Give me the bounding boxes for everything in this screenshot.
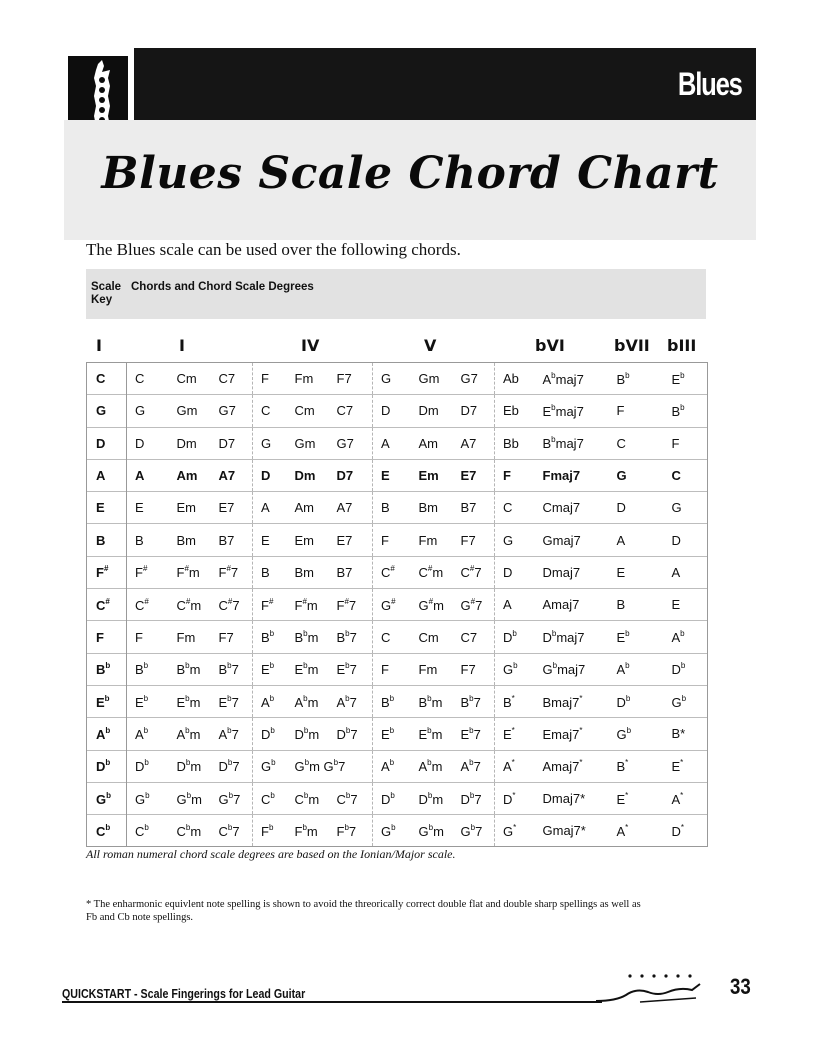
table-row [87, 621, 708, 653]
chord-cell: Bm [287, 556, 329, 588]
scale-key-cell: D [87, 427, 127, 459]
chord-cell: D [609, 492, 664, 524]
table-row [87, 815, 708, 847]
chord-cell: $B^b$ [664, 395, 708, 427]
chord-cell: E* [664, 750, 708, 782]
chord-cell: Ab [495, 363, 535, 395]
chord-cell: $B^b$ [127, 653, 169, 685]
chord-cell: $A^b7$ [211, 718, 253, 750]
scale-key-cell: A [87, 459, 127, 491]
chord-cell: B* [495, 685, 535, 717]
chord-cell: E7 [211, 492, 253, 524]
table-row [87, 492, 708, 524]
chord-cell: C# [127, 589, 169, 621]
chord-cell: $G^b$ [664, 685, 708, 717]
chord-cell: Eb [495, 395, 535, 427]
chord-cell: G7 [453, 363, 495, 395]
chord-cell: $G^b$ [495, 653, 535, 685]
chord-cell: $D^bmaj7$ [535, 621, 609, 653]
chord-cell: $G^b7$ [211, 782, 253, 814]
chord-cell: F [664, 427, 708, 459]
chord-cell: $G^b$ [609, 718, 664, 750]
chord-cell: A [373, 427, 411, 459]
chord-cell: E7 [453, 459, 495, 491]
chord-cell: $G^bm$ $G^b7$ [287, 750, 329, 782]
degree-I: I [179, 336, 185, 355]
chord-cell: E [373, 459, 411, 491]
chord-cell: C#7 [453, 556, 495, 588]
chord-cell: $E^bm$ [169, 685, 211, 717]
chord-cell: $E^b$ [664, 363, 708, 395]
chord-cell: $D^bm$ [169, 750, 211, 782]
chord-cell: C [609, 427, 664, 459]
guitar-neck-footer-icon [596, 968, 706, 1013]
chord-cell: $B^b$ [609, 363, 664, 395]
chord-cell: Fm [169, 621, 211, 653]
scale-key-cell: F [87, 621, 127, 653]
book-title: QUICKSTART - Scale Fingerings for Lead Guitar [62, 986, 306, 1001]
chord-cell: $D^bm$ [411, 782, 453, 814]
chord-cell: B [373, 492, 411, 524]
chord-cell: $C^b7$ [211, 815, 253, 847]
chord-cell: Cm [411, 621, 453, 653]
chord-cell: $D^b$ [495, 621, 535, 653]
chord-cell: $B^b7$ [211, 653, 253, 685]
chord-cell: E7 [329, 524, 373, 556]
scale-key-cell: C# [87, 589, 127, 621]
chord-cell: $B^b$ [373, 685, 411, 717]
chord-cell: F7 [329, 363, 373, 395]
chord-cell: E [609, 556, 664, 588]
chord-cell: $E^bm$ [287, 653, 329, 685]
chord-cell: Gmaj7* [535, 815, 609, 847]
scale-key-cell: $E^b$ [87, 685, 127, 717]
chord-cell: $G^bm$ [411, 815, 453, 847]
chord-cell: Bm [169, 524, 211, 556]
chord-cell: A7 [329, 492, 373, 524]
chord-cell: A7 [453, 427, 495, 459]
chord-cell: $G^b7$ [453, 815, 495, 847]
scale-key-cell: $D^b$ [87, 750, 127, 782]
chord-cell: F7 [453, 524, 495, 556]
chord-cell: $F^b7$ [329, 815, 373, 847]
chord-cell: $D^b$ [664, 653, 708, 685]
chord-cell: Amaj7 [535, 589, 609, 621]
table-row [87, 718, 708, 750]
chord-cell: G# [373, 589, 411, 621]
chord-cell: C# [373, 556, 411, 588]
chord-cell: F7 [211, 621, 253, 653]
chord-cell: $C^b$ [253, 782, 287, 814]
chord-cell: $D^b$ [127, 750, 169, 782]
chord-cell: $A^bm$ [287, 685, 329, 717]
chord-cell: Bb [495, 427, 535, 459]
chord-cell: B [253, 556, 287, 588]
chord-cell: Dmaj7 [535, 556, 609, 588]
chord-cell: F [495, 459, 535, 491]
chord-cell: $D^b7$ [211, 750, 253, 782]
chord-cell: Cm [169, 363, 211, 395]
chord-cell: $A^bmaj7$ [535, 363, 609, 395]
chord-cell: D7 [329, 459, 373, 491]
chord-cell: F# [253, 589, 287, 621]
table-row [87, 459, 708, 491]
chord-cell: F [609, 395, 664, 427]
degree-bIII: bIII [667, 336, 697, 355]
chord-cell: F#m [169, 556, 211, 588]
chord-cell: A [127, 459, 169, 491]
chord-cell: F#7 [329, 589, 373, 621]
chord-cell: C7 [453, 621, 495, 653]
chord-cell: Cm [287, 395, 329, 427]
scale-key-cell: $A^b$ [87, 718, 127, 750]
chord-cell: G [127, 395, 169, 427]
chord-cell: Amaj7* [535, 750, 609, 782]
chord-cell: $A^b7$ [453, 750, 495, 782]
table-caption [86, 269, 706, 319]
table-row [87, 589, 708, 621]
chord-cell: $B^bm$ [287, 621, 329, 653]
chord-cell: F# [127, 556, 169, 588]
chord-cell: Fm [411, 653, 453, 685]
chord-cell: A7 [211, 459, 253, 491]
chord-cell: G [664, 492, 708, 524]
chord-cell: $A^bm$ [411, 750, 453, 782]
chord-cell: $B^b7$ [453, 685, 495, 717]
chord-cell: G [253, 427, 287, 459]
chord-cell: $E^bmaj7$ [535, 395, 609, 427]
chord-cell: $C^b7$ [329, 782, 373, 814]
chord-cell: C [495, 492, 535, 524]
chord-cell: $D^b7$ [453, 782, 495, 814]
chord-cell: Bmaj7* [535, 685, 609, 717]
chord-cell: Am [411, 427, 453, 459]
chord-cell: Fm [287, 363, 329, 395]
chord-cell: $E^b$ [127, 685, 169, 717]
chord-cell: E* [495, 718, 535, 750]
chord-cell: $C^bm$ [287, 782, 329, 814]
chord-cell: C#m [169, 589, 211, 621]
chord-cell: Gm [411, 363, 453, 395]
chord-cell: G7 [211, 395, 253, 427]
chord-cell: G#m [411, 589, 453, 621]
chord-cell: C#7 [211, 589, 253, 621]
degree-note: All roman numeral chord scale degrees are based on the Ionian/Major scale. [86, 847, 456, 861]
scale-key-cell: G [87, 395, 127, 427]
chord-cell: $A^b$ [127, 718, 169, 750]
chord-cell: A [664, 556, 708, 588]
footnote: * The enharmonic equivlent note spelling is shown to avoid the threorically correct double flat and double sharp spellings as well as Fb and Cb note spellings. [86, 899, 641, 923]
table-row [87, 395, 708, 427]
chord-cell: $D^b7$ [329, 718, 373, 750]
chord-cell: Gm [169, 395, 211, 427]
chord-cell: D7 [211, 427, 253, 459]
table-row [87, 782, 708, 814]
chord-cell: $G^b$ [253, 750, 287, 782]
degree-bVI: bVI [535, 336, 565, 355]
table-row [87, 524, 708, 556]
chord-cell: B* [609, 750, 664, 782]
chord-cell: G* [495, 815, 535, 847]
chord-cell: $A^b$ [664, 621, 708, 653]
chord-cell: C#m [411, 556, 453, 588]
chord-cell: Am [169, 459, 211, 491]
chord-cell: $F^b$ [253, 815, 287, 847]
chord-cell: G [373, 363, 411, 395]
chord-cell: $E^b$ [609, 621, 664, 653]
chord-cell: C7 [329, 395, 373, 427]
chord-cell: D* [664, 815, 708, 847]
page-title: Blues Scale Chord Chart [101, 148, 719, 199]
chord-cell: A [253, 492, 287, 524]
chord-cell: F [253, 363, 287, 395]
scale-key-cell: $B^b$ [87, 653, 127, 685]
chord-cell: D [495, 556, 535, 588]
table-row [87, 556, 708, 588]
chord-cell: F [127, 621, 169, 653]
scale-key-cell: F# [87, 556, 127, 588]
degree-IV: IV [301, 336, 320, 355]
chord-cell: $G^bm$ [169, 782, 211, 814]
chord-cell: $A^bm$ [169, 718, 211, 750]
chord-cell: B7 [453, 492, 495, 524]
chord-cell: $A^b7$ [329, 685, 373, 717]
scale-key-cell: E [87, 492, 127, 524]
chord-cell: $B^bm$ [411, 685, 453, 717]
chord-cell: $B^b$ [253, 621, 287, 653]
section-title: Blues [678, 66, 742, 102]
chord-cell: Em [169, 492, 211, 524]
section-header-bar [134, 48, 756, 120]
chord-cell: Dm [411, 395, 453, 427]
degree-key-I: I [96, 336, 102, 355]
chord-cell: $A^b$ [609, 653, 664, 685]
degree-V: V [424, 336, 437, 355]
chord-cell: D [664, 524, 708, 556]
chord-cell: $E^b$ [253, 653, 287, 685]
chord-cell: $G^b$ [127, 782, 169, 814]
chord-cell: E [664, 589, 708, 621]
chord-cell: C [127, 363, 169, 395]
chord-cell: Fmaj7 [535, 459, 609, 491]
chord-cell: A [495, 589, 535, 621]
chord-cell: $C^bm$ [169, 815, 211, 847]
chord-cell: F#7 [211, 556, 253, 588]
chord-cell: B [127, 524, 169, 556]
chord-cell: G [609, 459, 664, 491]
chord-cell: $D^b$ [609, 685, 664, 717]
chord-cell: $B^b7$ [329, 621, 373, 653]
chord-cell: $D^bm$ [287, 718, 329, 750]
chord-cell: C [664, 459, 708, 491]
chord-cell: $D^b$ [373, 782, 411, 814]
chord-cell: Fm [411, 524, 453, 556]
chord-cell: A* [495, 750, 535, 782]
chord-cell: $F^bm$ [287, 815, 329, 847]
chord-cell: $E^b7$ [453, 718, 495, 750]
chord-cell: Emaj7* [535, 718, 609, 750]
chord-cell: C [253, 395, 287, 427]
chord-cell: D7 [453, 395, 495, 427]
chord-cell: D [127, 427, 169, 459]
chord-cell: E* [609, 782, 664, 814]
chord-cell: G#7 [453, 589, 495, 621]
chord-cell: $D^b$ [253, 718, 287, 750]
chord-cell: G [495, 524, 535, 556]
chord-cell: C [373, 621, 411, 653]
chord-cell: A* [664, 782, 708, 814]
scale-key-cell: $C^b$ [87, 815, 127, 847]
chord-cell: E [127, 492, 169, 524]
footer-rule [62, 1001, 602, 1003]
chord-cell: $B^bm$ [169, 653, 211, 685]
chord-cell: G7 [329, 427, 373, 459]
chord-cell: Gm [287, 427, 329, 459]
chord-cell: Dm [287, 459, 329, 491]
chord-cell: $E^b7$ [211, 685, 253, 717]
chord-cell: F [373, 653, 411, 685]
chord-cell: D* [495, 782, 535, 814]
chord-cell: E [253, 524, 287, 556]
chord-cell: $E^bm$ [411, 718, 453, 750]
chord-cell: B* [664, 718, 708, 750]
chord-cell: Am [287, 492, 329, 524]
chord-cell: D [373, 395, 411, 427]
degree-bVII: bVII [614, 336, 650, 355]
chord-cell: B7 [329, 556, 373, 588]
chord-cell: $B^bmaj7$ [535, 427, 609, 459]
chord-cell: $E^b$ [373, 718, 411, 750]
scale-key-label: Scale Key [91, 281, 122, 306]
chord-cell: Cmaj7 [535, 492, 609, 524]
chord-cell: A [609, 524, 664, 556]
chord-cell: $A^b$ [253, 685, 287, 717]
chord-chart-table [86, 362, 708, 847]
chord-cell: B [609, 589, 664, 621]
chord-cell: $G^b$ [373, 815, 411, 847]
chord-cell: F7 [453, 653, 495, 685]
chord-cell: $G^bmaj7$ [535, 653, 609, 685]
scale-key-cell: B [87, 524, 127, 556]
chord-cell: D [253, 459, 287, 491]
chord-cell: $A^b$ [373, 750, 411, 782]
chord-cell: F#m [287, 589, 329, 621]
table-row [87, 685, 708, 717]
chord-cell: A* [609, 815, 664, 847]
table-row [87, 427, 708, 459]
chord-cell: Gmaj7 [535, 524, 609, 556]
scale-key-cell: C [87, 363, 127, 395]
table-row [87, 653, 708, 685]
chord-cell: F [373, 524, 411, 556]
table-row [87, 750, 708, 782]
chord-cell: B7 [211, 524, 253, 556]
chord-cell: $C^b$ [127, 815, 169, 847]
chord-cell: Em [287, 524, 329, 556]
chord-cell: Dm [169, 427, 211, 459]
chords-label: Chords and Chord Scale Degrees [131, 281, 314, 293]
page-number: 33 [730, 974, 751, 999]
table-row [87, 363, 708, 395]
chord-cell: C7 [211, 363, 253, 395]
chord-cell: Bm [411, 492, 453, 524]
scale-key-cell: $G^b$ [87, 782, 127, 814]
chord-cell: Dmaj7* [535, 782, 609, 814]
intro-text: The Blues scale can be used over the following chords. [86, 240, 461, 259]
chord-cell: Em [411, 459, 453, 491]
chord-cell: $E^b7$ [329, 653, 373, 685]
